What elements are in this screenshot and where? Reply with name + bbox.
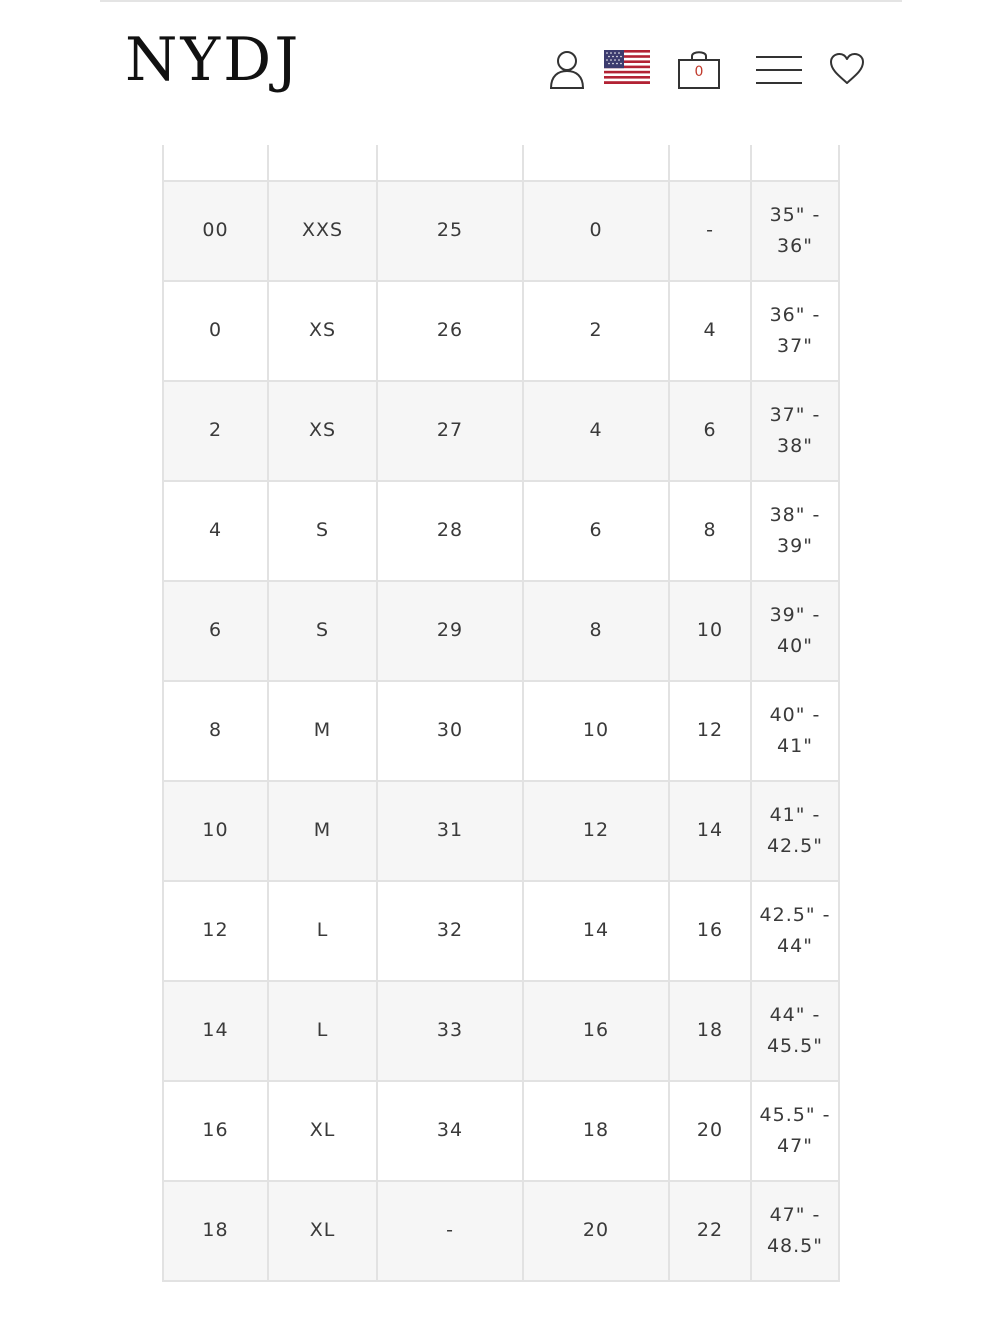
brand-logo[interactable]: NYDJ bbox=[125, 25, 302, 95]
size-cell: 18 bbox=[163, 1181, 268, 1281]
bag-count-badge: 0 bbox=[694, 64, 704, 80]
size-cell: 29 bbox=[377, 581, 523, 681]
size-cell: 38" - 39" bbox=[751, 481, 839, 581]
size-cell: 47" - 48.5" bbox=[751, 1181, 839, 1281]
size-cell: 18 bbox=[669, 981, 751, 1081]
size-row bbox=[163, 181, 839, 281]
size-cell: S bbox=[268, 581, 377, 681]
size-cell: 00 bbox=[163, 181, 268, 281]
size-row bbox=[163, 981, 839, 1081]
size-cell: 4 bbox=[163, 481, 268, 581]
size-row bbox=[163, 1181, 839, 1281]
size-cell: S bbox=[268, 481, 377, 581]
us-flag-icon[interactable] bbox=[604, 50, 650, 84]
size-row bbox=[163, 481, 839, 581]
size-cell: 35" - 36" bbox=[751, 181, 839, 281]
size-cell: 12 bbox=[163, 881, 268, 981]
size-cell: 42.5" - 44" bbox=[751, 881, 839, 981]
size-cell: 45.5" - 47" bbox=[751, 1081, 839, 1181]
site-header bbox=[0, 2, 1000, 145]
size-row bbox=[163, 681, 839, 781]
size-cell: M bbox=[268, 781, 377, 881]
size-cell: 14 bbox=[523, 881, 669, 981]
size-row bbox=[163, 381, 839, 481]
size-cell: 6 bbox=[523, 481, 669, 581]
size-cell: 10 bbox=[523, 681, 669, 781]
size-cell: 6 bbox=[669, 381, 751, 481]
size-cell: 25 bbox=[377, 181, 523, 281]
size-cell: 4 bbox=[523, 381, 669, 481]
heart-icon[interactable] bbox=[829, 52, 865, 86]
size-cell: 18 bbox=[523, 1081, 669, 1181]
size-cell: 12 bbox=[669, 681, 751, 781]
size-cell: 8 bbox=[523, 581, 669, 681]
size-cell: 20 bbox=[669, 1081, 751, 1181]
size-cell: 16 bbox=[523, 981, 669, 1081]
size-cell: 0 bbox=[163, 281, 268, 381]
size-cell: 14 bbox=[669, 781, 751, 881]
size-cell: 27 bbox=[377, 381, 523, 481]
size-row bbox=[163, 581, 839, 681]
size-row bbox=[163, 281, 839, 381]
size-cell: 26 bbox=[377, 281, 523, 381]
size-cell: 37" - 38" bbox=[751, 381, 839, 481]
size-cell: 2 bbox=[523, 281, 669, 381]
size-cell: - bbox=[669, 181, 751, 281]
size-cell: 33 bbox=[377, 981, 523, 1081]
size-cell: 8 bbox=[163, 681, 268, 781]
size-cell: 16 bbox=[163, 1081, 268, 1181]
size-chart-table bbox=[162, 80, 840, 1282]
size-cell: 8 bbox=[669, 481, 751, 581]
size-cell: 10 bbox=[669, 581, 751, 681]
size-cell: 39" - 40" bbox=[751, 581, 839, 681]
size-cell: M bbox=[268, 681, 377, 781]
size-cell: 0 bbox=[523, 181, 669, 281]
size-cell: L bbox=[268, 981, 377, 1081]
size-cell: 4 bbox=[669, 281, 751, 381]
hamburger-menu-icon[interactable] bbox=[756, 54, 802, 86]
size-cell: XS bbox=[268, 381, 377, 481]
size-cell: L bbox=[268, 881, 377, 981]
size-cell: 31 bbox=[377, 781, 523, 881]
size-cell: 36" - 37" bbox=[751, 281, 839, 381]
size-cell: 30 bbox=[377, 681, 523, 781]
size-cell: 10 bbox=[163, 781, 268, 881]
account-icon[interactable] bbox=[548, 48, 586, 90]
size-cell: 41" - 42.5" bbox=[751, 781, 839, 881]
size-cell: - bbox=[377, 1181, 523, 1281]
size-row bbox=[163, 781, 839, 881]
size-cell: 40" - 41" bbox=[751, 681, 839, 781]
size-chart-table-wrapper bbox=[162, 80, 838, 1282]
size-cell: 14 bbox=[163, 981, 268, 1081]
size-cell: XL bbox=[268, 1181, 377, 1281]
size-row bbox=[163, 881, 839, 981]
size-cell: 20 bbox=[523, 1181, 669, 1281]
size-cell: 34 bbox=[377, 1081, 523, 1181]
size-cell: 32 bbox=[377, 881, 523, 981]
size-cell: 2 bbox=[163, 381, 268, 481]
size-cell: XS bbox=[268, 281, 377, 381]
size-cell: 12 bbox=[523, 781, 669, 881]
size-chart-body bbox=[163, 81, 839, 1281]
size-cell: XL bbox=[268, 1081, 377, 1181]
size-cell: XXS bbox=[268, 181, 377, 281]
size-cell: 6 bbox=[163, 581, 268, 681]
size-cell: 16 bbox=[669, 881, 751, 981]
size-row bbox=[163, 1081, 839, 1181]
size-cell: 44" - 45.5" bbox=[751, 981, 839, 1081]
size-cell: 22 bbox=[669, 1181, 751, 1281]
size-cell: 28 bbox=[377, 481, 523, 581]
